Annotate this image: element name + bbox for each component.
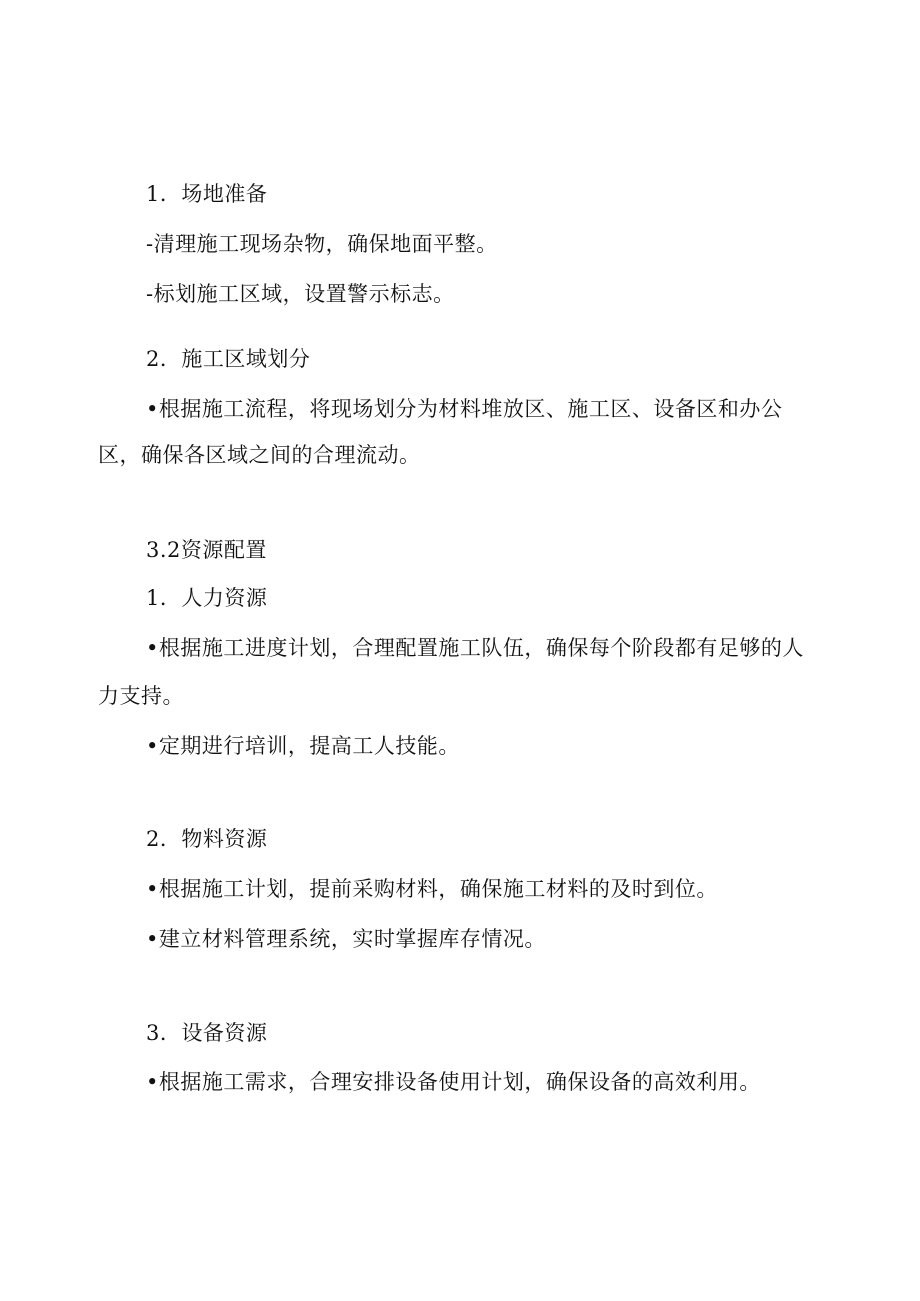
paragraph-line: •根据施工流程，将现场划分为材料堆放区、施工区、设备区和办公	[146, 397, 783, 421]
section-heading-resource-allocation: 3.2资源配置	[146, 538, 267, 562]
heading-material-resources: 2．物料资源	[146, 827, 268, 851]
paragraph-line: •根据施工进度计划，合理配置施工队伍，确保每个阶段都有足够的人	[146, 636, 804, 660]
list-item: •建立材料管理系统，实时掌握库存情况。	[146, 927, 546, 951]
list-item: •根据施工计划，提前采购材料，确保施工材料的及时到位。	[146, 877, 718, 901]
heading-equipment-resources: 3．设备资源	[146, 1021, 268, 1045]
heading-site-preparation: 1．场地准备	[146, 182, 268, 206]
list-item: •根据施工需求，合理安排设备使用计划，确保设备的高效利用。	[146, 1070, 761, 1094]
heading-human-resources: 1．人力资源	[146, 586, 268, 610]
heading-area-division: 2．施工区域划分	[146, 347, 311, 371]
list-item: -清理施工现场杂物，确保地面平整。	[146, 232, 498, 256]
list-item: -标划施工区域，设置警示标志。	[146, 282, 455, 306]
paragraph-line: 区，确保各区域之间的合理流动。	[98, 443, 421, 467]
list-item: •定期进行培训，提高工人技能。	[146, 734, 460, 758]
paragraph-line: 力支持。	[98, 684, 184, 708]
